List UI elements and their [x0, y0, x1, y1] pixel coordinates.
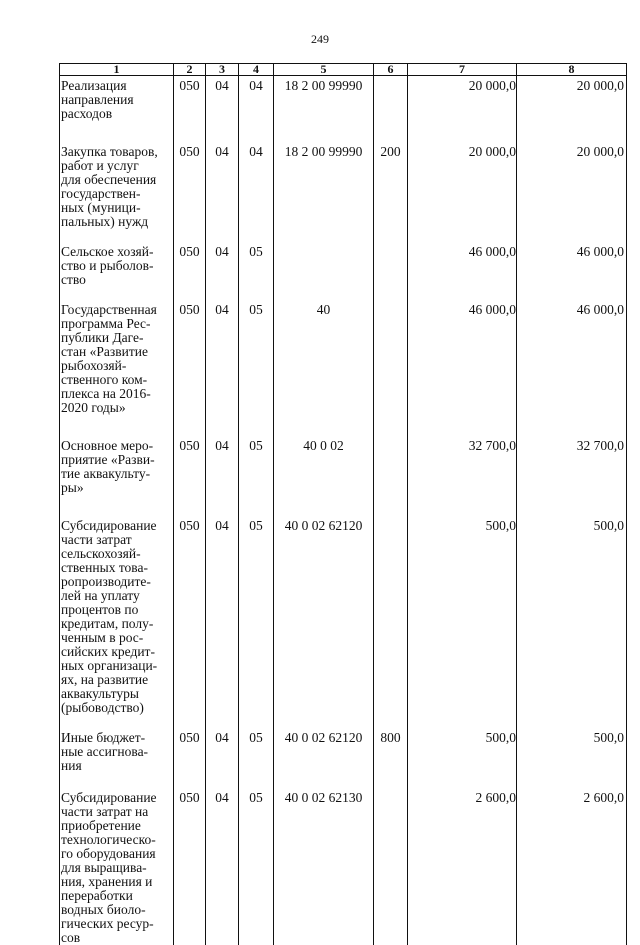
- item-name-line: плекса на 2016-: [61, 387, 172, 401]
- item-name-cell: [60, 516, 174, 728]
- item-name-line: водных биоло-: [61, 903, 172, 917]
- item-name-line: программа Рес-: [61, 317, 172, 331]
- subsection-cell: 05: [239, 788, 274, 945]
- target-article-cell: 18 2 00 99990: [274, 142, 374, 242]
- header-row: [60, 64, 627, 76]
- item-name-line: Реализация: [61, 79, 172, 93]
- section-cell: 04: [206, 728, 239, 788]
- subsection-cell: 05: [239, 436, 274, 516]
- amount-cell-2017: 500,0: [408, 516, 517, 728]
- amount-cell-2018: 46 000,0: [517, 300, 627, 436]
- section-cell: 04: [206, 788, 239, 945]
- item-name-line: переработки: [61, 889, 172, 903]
- amount-cell-2018: 20 000,0: [517, 142, 627, 242]
- item-name-line: публики Даге-: [61, 331, 172, 345]
- item-name-line: сийских кредит-: [61, 645, 172, 659]
- table-row: [60, 242, 627, 300]
- code-cell: 050: [174, 516, 206, 728]
- subsection-cell: 05: [239, 516, 274, 728]
- target-article-cell: 40 0 02 62120: [274, 516, 374, 728]
- item-name-line: ры»: [61, 481, 172, 495]
- code-cell: 050: [174, 76, 206, 143]
- item-name-line: гических ресур-: [61, 917, 172, 931]
- item-name-line: процентов по: [61, 603, 172, 617]
- target-article-cell: 18 2 00 99990: [274, 76, 374, 143]
- table-row: [60, 788, 627, 945]
- table-row: [60, 436, 627, 516]
- item-name-line: го оборудования: [61, 847, 172, 861]
- item-name-line: пальных) нужд: [61, 215, 172, 229]
- col-header-4: 4: [239, 64, 274, 76]
- amount-cell-2018: 20 000,0: [517, 76, 627, 143]
- item-name-line: ственного ком-: [61, 373, 172, 387]
- expense-type-cell: [374, 242, 408, 300]
- subsection-cell: 05: [239, 728, 274, 788]
- item-name-line: ния, хранения и: [61, 875, 172, 889]
- code-cell: 050: [174, 728, 206, 788]
- item-name-line: тие аквакульту-: [61, 467, 172, 481]
- amount-cell-2017: 46 000,0: [408, 242, 517, 300]
- expense-type-cell: [374, 300, 408, 436]
- table-row: [60, 516, 627, 728]
- amount-cell-2017: 500,0: [408, 728, 517, 788]
- col-header-5: 5: [274, 64, 374, 76]
- item-name-cell: [60, 436, 174, 516]
- expense-type-cell: [374, 516, 408, 728]
- amount-cell-2018: 500,0: [517, 728, 627, 788]
- code-cell: 050: [174, 242, 206, 300]
- section-cell: 04: [206, 436, 239, 516]
- item-name-line: кредитам, полу-: [61, 617, 172, 631]
- item-name-line: части затрат: [61, 533, 172, 547]
- item-name-line: Основное меро-: [61, 439, 172, 453]
- subsection-cell: 05: [239, 242, 274, 300]
- item-name-line: аквакультуры: [61, 687, 172, 701]
- code-cell: 050: [174, 300, 206, 436]
- amount-cell-2018: 500,0: [517, 516, 627, 728]
- section-cell: 04: [206, 142, 239, 242]
- section-cell: 04: [206, 76, 239, 143]
- table-row: [60, 728, 627, 788]
- col-header-3: 3: [206, 64, 239, 76]
- item-name-line: сов: [61, 931, 172, 945]
- item-name-cell: [60, 788, 174, 945]
- item-name-line: ния: [61, 759, 172, 773]
- item-name-line: рыбохозяй-: [61, 359, 172, 373]
- expense-type-cell: [374, 788, 408, 945]
- item-name-line: технологическо-: [61, 833, 172, 847]
- amount-cell-2017: 32 700,0: [408, 436, 517, 516]
- item-name-line: ных организаци-: [61, 659, 172, 673]
- item-name-line: части затрат на: [61, 805, 172, 819]
- item-name-line: Иные бюджет-: [61, 731, 172, 745]
- amount-cell-2018: 2 600,0: [517, 788, 627, 945]
- item-name-line: ство: [61, 273, 172, 287]
- col-header-8: 8: [517, 64, 627, 76]
- subsection-cell: 04: [239, 142, 274, 242]
- target-article-cell: 40: [274, 300, 374, 436]
- item-name-line: направления: [61, 93, 172, 107]
- item-name-line: Закупка товаров,: [61, 145, 172, 159]
- subsection-cell: 04: [239, 76, 274, 143]
- expense-type-cell: 200: [374, 142, 408, 242]
- item-name-line: Субсидирование: [61, 519, 172, 533]
- item-name-line: ство и рыболов-: [61, 259, 172, 273]
- amount-cell-2018: 32 700,0: [517, 436, 627, 516]
- col-header-7: 7: [408, 64, 517, 76]
- code-cell: 050: [174, 142, 206, 242]
- amount-cell-2017: 20 000,0: [408, 76, 517, 143]
- item-name-line: (рыбоводство): [61, 701, 172, 715]
- item-name-line: 2020 годы»: [61, 401, 172, 415]
- item-name-line: сельскохозяй-: [61, 547, 172, 561]
- item-name-line: приобретение: [61, 819, 172, 833]
- item-name-cell: [60, 728, 174, 788]
- col-header-2: 2: [174, 64, 206, 76]
- col-header-1: 1: [60, 64, 174, 76]
- page-number: 249: [0, 32, 640, 47]
- amount-cell-2017: 20 000,0: [408, 142, 517, 242]
- item-name-line: Субсидирование: [61, 791, 172, 805]
- item-name-line: ях, на развитие: [61, 673, 172, 687]
- section-cell: 04: [206, 242, 239, 300]
- item-name-line: расходов: [61, 107, 172, 121]
- expense-type-cell: 800: [374, 728, 408, 788]
- item-name-line: для обеспечения: [61, 173, 172, 187]
- item-name-cell: [60, 142, 174, 242]
- target-article-cell: 40 0 02 62130: [274, 788, 374, 945]
- item-name-line: для выращива-: [61, 861, 172, 875]
- code-cell: 050: [174, 788, 206, 945]
- table-row: [60, 300, 627, 436]
- item-name-line: государствен-: [61, 187, 172, 201]
- table-row: [60, 142, 627, 242]
- item-name-line: лей на уплату: [61, 589, 172, 603]
- section-cell: 04: [206, 300, 239, 436]
- item-name-line: приятие «Разви-: [61, 453, 172, 467]
- item-name-cell: [60, 300, 174, 436]
- amount-cell-2017: 2 600,0: [408, 788, 517, 945]
- col-header-6: 6: [374, 64, 408, 76]
- subsection-cell: 05: [239, 300, 274, 436]
- item-name-line: стан «Развитие: [61, 345, 172, 359]
- item-name-line: ченным в рос-: [61, 631, 172, 645]
- amount-cell-2018: 46 000,0: [517, 242, 627, 300]
- item-name-cell: [60, 242, 174, 300]
- target-article-cell: [274, 242, 374, 300]
- item-name-line: ственных това-: [61, 561, 172, 575]
- item-name-line: ропроизводите-: [61, 575, 172, 589]
- budget-table: [59, 63, 627, 945]
- expense-type-cell: [374, 76, 408, 143]
- code-cell: 050: [174, 436, 206, 516]
- target-article-cell: 40 0 02 62120: [274, 728, 374, 788]
- item-name-line: работ и услуг: [61, 159, 172, 173]
- item-name-line: Сельское хозяй-: [61, 245, 172, 259]
- item-name-line: ных (муници-: [61, 201, 172, 215]
- amount-cell-2017: 46 000,0: [408, 300, 517, 436]
- table-row: [60, 76, 627, 143]
- section-cell: 04: [206, 516, 239, 728]
- item-name-line: ные ассигнова-: [61, 745, 172, 759]
- item-name-cell: [60, 76, 174, 143]
- table-body: [60, 76, 627, 945]
- item-name-line: Государственная: [61, 303, 172, 317]
- target-article-cell: 40 0 02: [274, 436, 374, 516]
- expense-type-cell: [374, 436, 408, 516]
